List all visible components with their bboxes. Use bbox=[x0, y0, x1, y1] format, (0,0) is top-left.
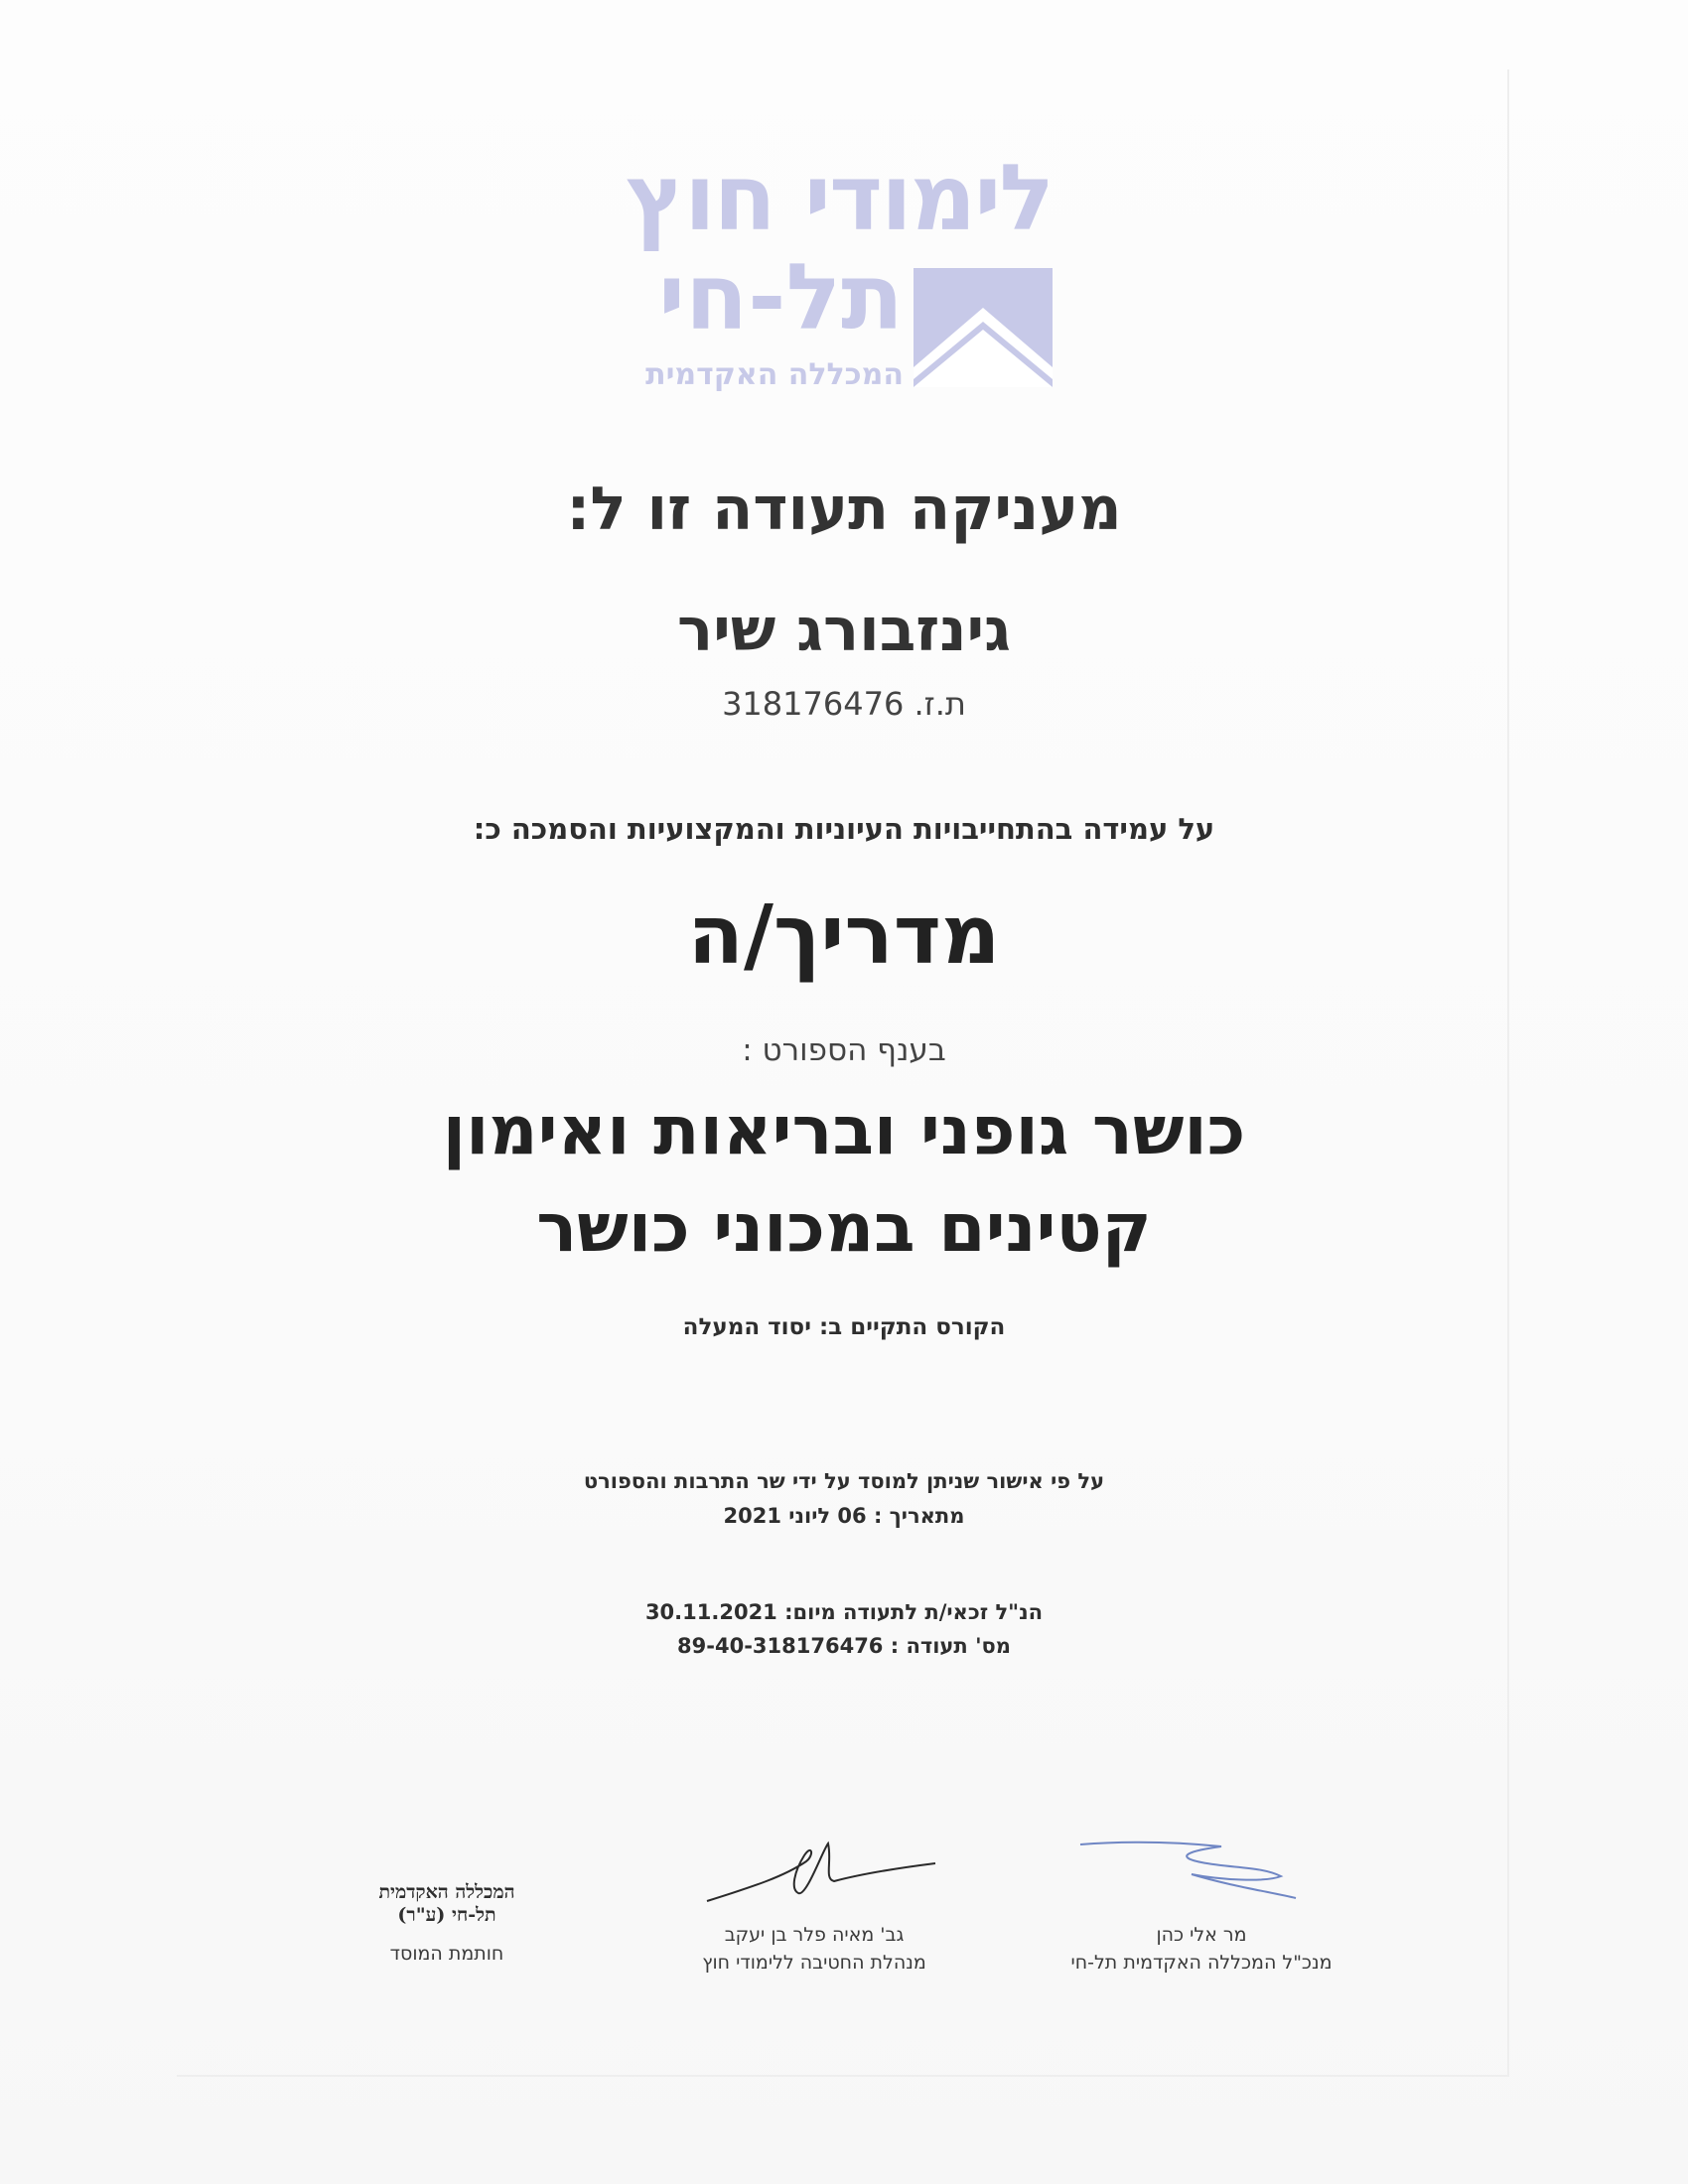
signer-eli bbox=[1033, 1924, 1370, 1974]
certificate-heading: מעניקה תעודה זו ל: bbox=[566, 475, 1122, 544]
signature-eli bbox=[1072, 1827, 1301, 1906]
approval-line-1: על פי אישור שניתן למוסד על ידי שר התרבות והספורט bbox=[583, 1469, 1105, 1493]
course-location: הקורס התקיים ב: יסוד המעלה bbox=[682, 1314, 1006, 1340]
college-logo bbox=[596, 145, 1053, 407]
stamp-line-1: המכללה האקדמית bbox=[378, 1881, 515, 1903]
signer-eli-name: מר אלי כהן bbox=[1156, 1924, 1247, 1946]
institution-stamp bbox=[328, 1881, 566, 1965]
signer-eli-role: מנכ"ל המכללה האקדמית תל-חי bbox=[1070, 1952, 1333, 1974]
requirements-line: על עמידה בהתחייבויות העיוניות והמקצועיות והסמכה כ: bbox=[473, 812, 1215, 846]
signer-maya bbox=[635, 1924, 993, 1974]
signer-maya-role: מנהלת החטיבה ללימודי חוץ bbox=[702, 1952, 926, 1974]
eligibility-line: הנ"ל זכאי/ת לתעודה מיום: 30.11.2021 bbox=[644, 1600, 1044, 1624]
signature-maya bbox=[695, 1832, 943, 1911]
signer-maya-name: גב' מאיה פלר בן יעקב bbox=[724, 1924, 905, 1946]
stamp-line-2: תל-חי (ע"ר) bbox=[397, 1904, 496, 1926]
certificate-title: מדריך/ה bbox=[687, 888, 1001, 983]
logo-title: לימודי חוץ bbox=[626, 145, 1053, 251]
certificate-number: מס' תעודה : 89-40-318176476 bbox=[677, 1634, 1011, 1658]
branch-label: בענף הספורט : bbox=[742, 1032, 946, 1068]
recipient-id: ת.ז. 318176476 bbox=[722, 685, 966, 723]
branch-line-1: כושר גופני ובריאות ואימון bbox=[442, 1092, 1246, 1170]
branch-line-2: קטינים במכוני כושר bbox=[536, 1189, 1152, 1268]
approval-line-2: מתאריך : 06 ליוני 2021 bbox=[723, 1504, 965, 1528]
stamp-caption: חותמת המוסד bbox=[389, 1943, 504, 1965]
recipient-name: גינזבורג שיר bbox=[677, 596, 1011, 665]
logo-tagline: המכללה האקדמית bbox=[645, 357, 904, 392]
logo-roof-icon bbox=[914, 268, 1053, 387]
logo-subtitle: תל-חי bbox=[658, 244, 904, 350]
